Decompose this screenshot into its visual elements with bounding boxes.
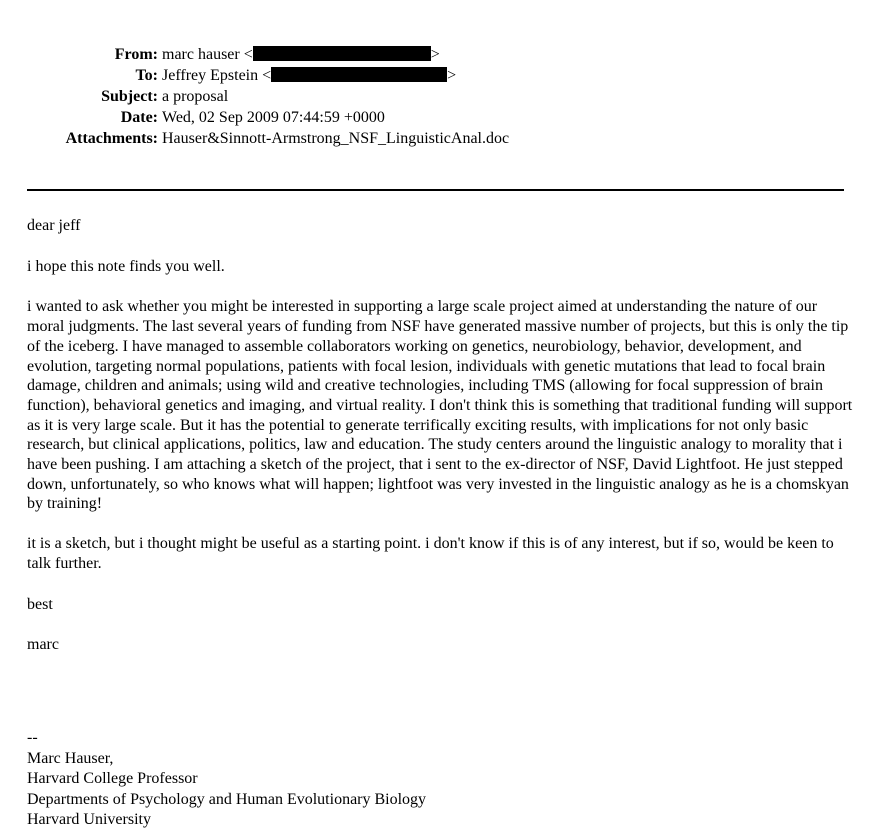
signature-block bbox=[27, 728, 426, 831]
subject-label: Subject: bbox=[101, 88, 158, 105]
attachment-filename: Hauser&Sinnott-Armstrong_NSF_LinguisticAnal.doc bbox=[162, 130, 510, 147]
body-paragraph-2: i wanted to ask whether you might be interested in supporting a large scale project aimed at understanding the nature of our moral judgments. The last several years of funding from NSF have generated massive number of projects, but this is only the tip of the iceberg. I have managed to assemble collaborators working on genetics, neurobiology, behavior, development, and evolution, targeting normal populations, patients with focal lesion, individuals with genetic mutations that lead to focal brain damage, children and animals; using wild and creative technologies, including TMS (allowing for focal suppression of brain function), behavioral genetics and imaging, and virtual reality. I don't think this is something that traditional funding will support as it is very large scale. But it has the potential to generate terrifically exciting results, with implications for not only basic research, but clinical applications, politics, law and education. The study centers around the linguistic analogy to morality that i have been pushing. I am attaching a sketch of the project, that i sent to the ex-director of NSF, David Lightfoot. He just stepped down, unfortunately, so who knows what will happen; lightfoot was very invested in the linguistic analogy as he is a chomskyan by training! bbox=[27, 298, 853, 513]
date-value: Wed, 02 Sep 2009 07:44:59 +0000 bbox=[162, 109, 385, 126]
from-row bbox=[0, 44, 877, 65]
redaction-box bbox=[271, 67, 447, 82]
signature-title: Harvard College Professor bbox=[27, 770, 198, 787]
signature-department: Departments of Psychology and Human Evolutionary Biology bbox=[27, 790, 427, 808]
email-header bbox=[0, 44, 877, 149]
from-value bbox=[162, 44, 440, 65]
redaction-box bbox=[253, 46, 431, 61]
attachments-row bbox=[0, 128, 877, 149]
body-paragraph-3: it is a sketch, but i thought might be useful as a starting point. i don't know if this is of any interest, but if so, would be keen to talk further. bbox=[27, 535, 834, 572]
subject-value: a proposal bbox=[162, 88, 229, 105]
body-paragraph-1: i hope this note finds you well. bbox=[27, 257, 225, 275]
sender-name: marc bbox=[27, 636, 59, 654]
signature-separator: -- bbox=[27, 729, 38, 746]
greeting: dear jeff bbox=[27, 217, 81, 234]
email-body bbox=[27, 216, 857, 676]
to-row bbox=[0, 65, 877, 86]
to-label: To: bbox=[135, 67, 158, 84]
header-divider bbox=[27, 189, 844, 191]
to-name: Jeffrey Epstein < bbox=[162, 67, 272, 84]
attachments-label: Attachments: bbox=[65, 130, 158, 147]
date-label: Date: bbox=[120, 109, 158, 126]
from-name: marc hauser < bbox=[162, 46, 253, 63]
to-value bbox=[162, 65, 456, 86]
closing: best bbox=[27, 595, 53, 613]
subject-row bbox=[0, 86, 877, 107]
to-bracket: > bbox=[447, 67, 457, 84]
from-bracket: > bbox=[430, 46, 440, 63]
signature-name: Marc Hauser, bbox=[27, 749, 114, 767]
signature-university: Harvard University bbox=[27, 811, 151, 828]
from-label: From: bbox=[114, 46, 158, 63]
date-row bbox=[0, 107, 877, 128]
